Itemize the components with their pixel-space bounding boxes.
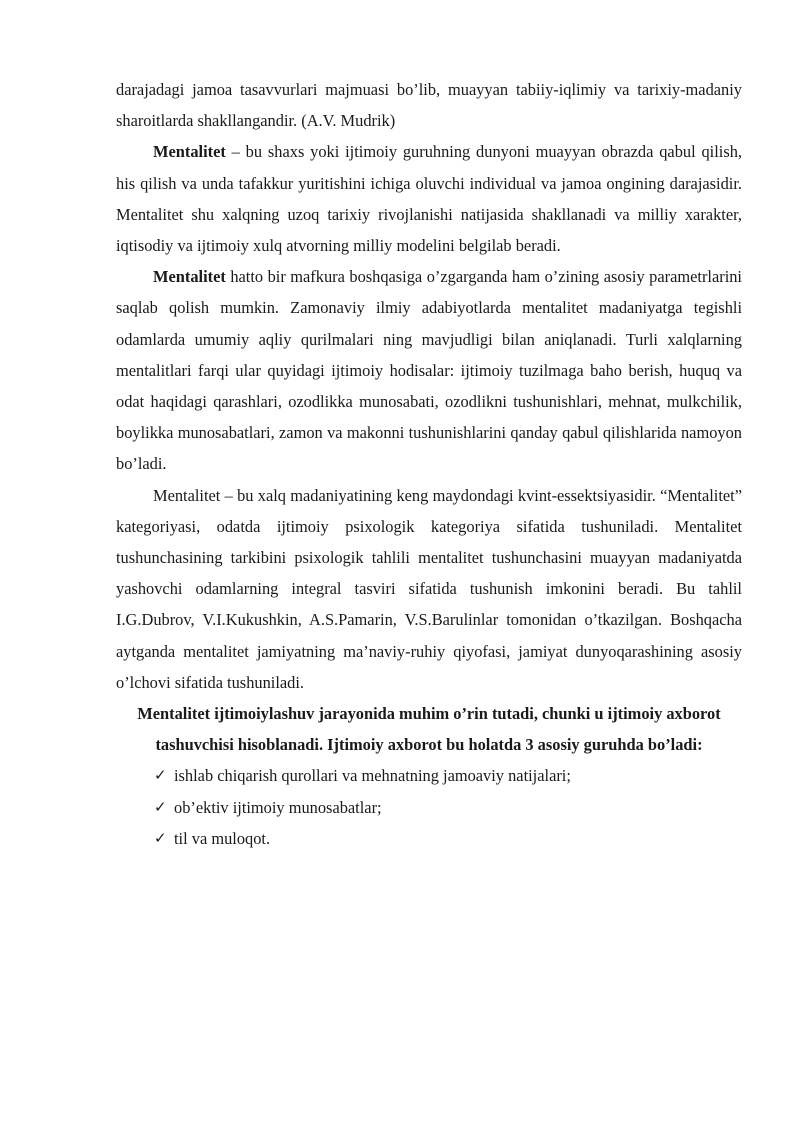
list-item bbox=[116, 823, 742, 854]
paragraph-text: hatto bir mafkura boshqasiga o’zgarganda ham o’zining asosiy parametrlarini saqlab qolish mumkin. Zamonaviy ilmiy adabiyotlarda mentalitet madaniyatga tegishli odamlarda umumiy aqliy qurilmalari ning mavjudligi bilan aniqlanadi. Turli xalqlarning mentalitlari farqi ular quyidagi ijtimoiy hodisalar: ijtimoiy tuzilmaga baho berish, huquq va odat haqidagi qarashlari, ozodlikka munosabati, ozodlikni tushunishlari, mehnat, mulkchilik, boylikka munosabatlari, zamon va makonni tushunishlarini qanday qabul qilishlarida namoyon bo’ladi. bbox=[116, 267, 742, 474]
list-item-text: til va muloqot. bbox=[174, 828, 271, 848]
paragraph-continuation: darajadagi jamoa tasavvurlari majmuasi bo’lib, muayyan tabiiy-iqlimiy va tarixiy-madaniy sharoitlarda shakllangandir. (A.V. Mudrik) bbox=[116, 80, 742, 131]
checkmark-icon: ✓ bbox=[154, 766, 167, 785]
paragraph-bold-heading: Mentalitet ijtimoiylashuv jarayonida muhim o’rin tutadi, chunki u ijtimoiy axborot tashuvchisi hisoblanadi. Ijtimoiy axborot bu holatda 3 asosiy guruhda bo’ladi: bbox=[137, 704, 721, 755]
list-item-text: ob’ektiv ijtimoiy munosabatlar; bbox=[174, 797, 382, 817]
paragraph-mentalitet-culture: Mentalitet – bu xalq madaniyatining keng maydondagi kvint-essektsiyasidir. “Mentalitet” kategoriyasi, odatda ijtimoiy psixologik kategoriya sifatida tushuniladi. Mentalitet tushunchasining tarkibini psixologik tahlili mentalitet tushunchasini muayyan madaniyatda yashovchi odamlarning integral tasviri sifatida tushunish imkonini beradi. Bu tahlil I.G.Dubrov, V.I.Kukushkin, A.S.Pamarin, V.S.Barulinlar tomonidan o’tkazilgan. Boshqacha aytganda mentalitet jamiyatning ma’naviy-ruhiy qiyofasi, jamiyat dunyoqarashining asosiy o’lchovi sifatida tushuniladi. bbox=[116, 485, 742, 692]
term-mentalitet: Mentalitet bbox=[153, 142, 226, 162]
paragraph-mentalitet-parameters bbox=[116, 261, 742, 479]
bullet-list bbox=[116, 760, 742, 854]
list-item-text: ishlab chiqarish qurollari va mehnatning jamoaviy natijalari; bbox=[174, 766, 571, 786]
document-page bbox=[116, 74, 742, 854]
list-item bbox=[116, 792, 742, 823]
term-mentalitet: Mentalitet bbox=[153, 267, 226, 287]
checkmark-icon: ✓ bbox=[154, 828, 167, 847]
checkmark-icon: ✓ bbox=[154, 797, 167, 816]
list-item bbox=[116, 760, 742, 791]
paragraph-mentalitet-definition bbox=[116, 136, 742, 261]
paragraph-text: – bu shaxs yoki ijtimoiy guruhning dunyoni muayyan obrazda qabul qilish, his qilish va unda tafakkur yuritishini ichiga oluvchi individual va jamoa ongining darajasidir. Mentalitet shu xalqning uzoq tarixiy rivojlanishi natijasida shakllanadi va milliy xarakter, iqtisodiy va ijtimoiy xulq atvorning milliy modelini belgilab beradi. bbox=[116, 142, 742, 256]
